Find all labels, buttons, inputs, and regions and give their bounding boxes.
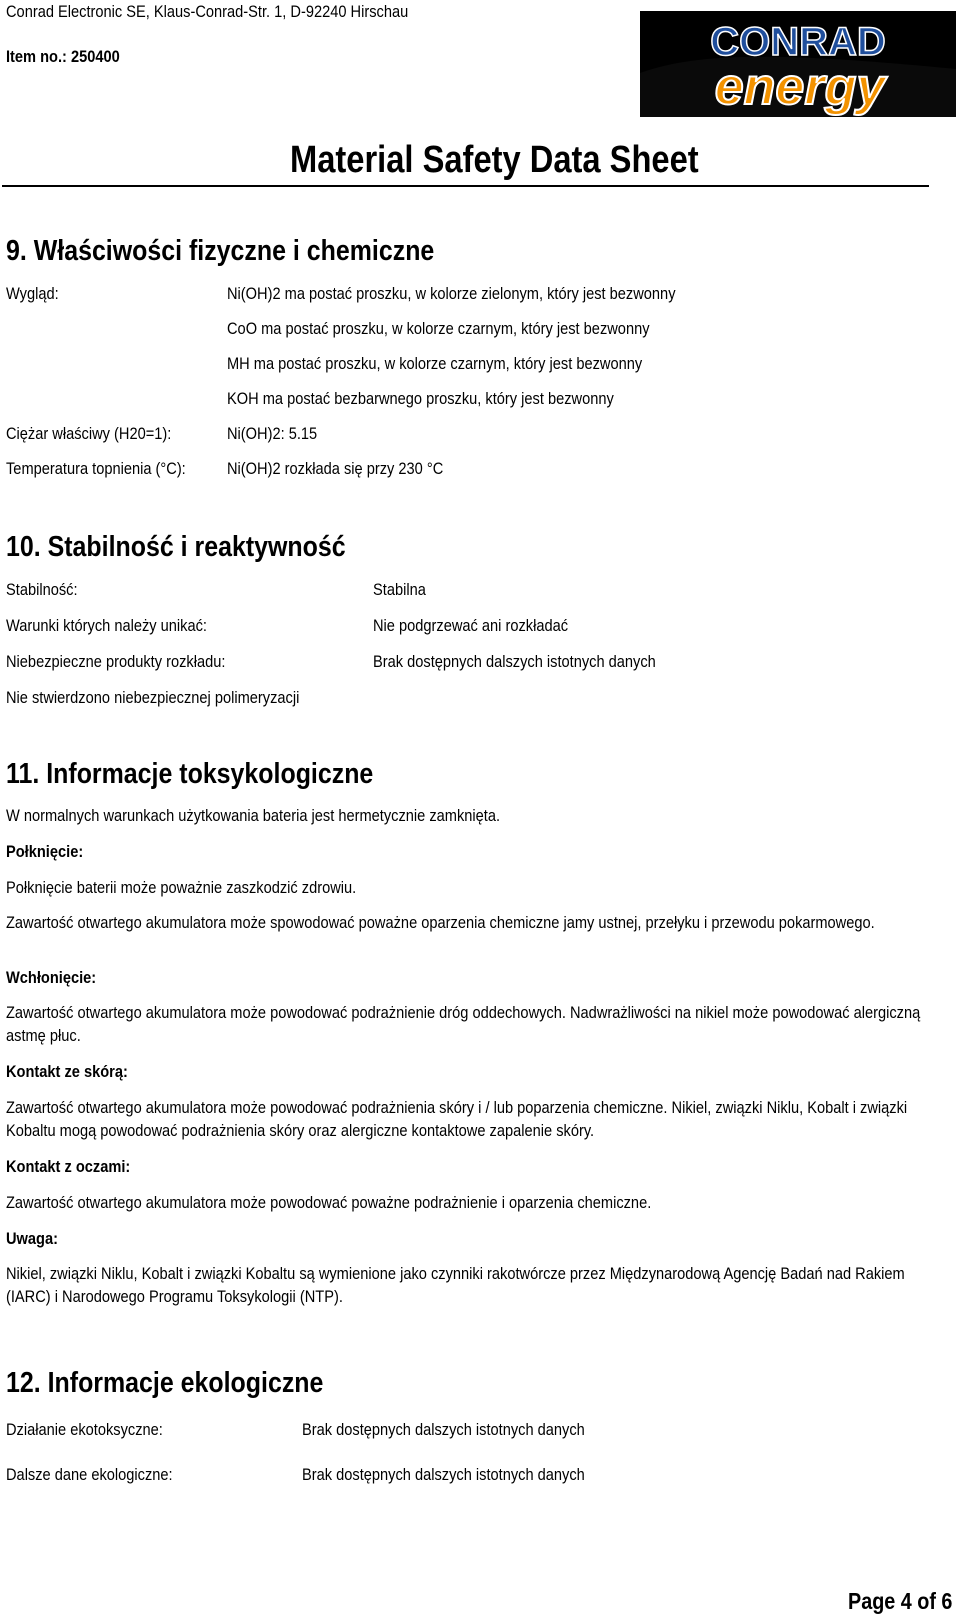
appearance-value: MH ma postać proszku, w kolorze czarnym, który jest bezwonny <box>227 354 643 373</box>
appearance-value: KOH ma postać bezbarwnego proszku, który jest bezwonny <box>227 389 614 408</box>
page-number: Page 4 of 6 <box>848 1588 953 1614</box>
skin-contact-label: Kontakt ze skórą: <box>6 1062 128 1081</box>
eye-contact-text: Zawartość otwartego akumulatora może powodować poważne podrażnienie i oparzenia chemiczne. <box>6 1193 652 1212</box>
ingestion-text: Połknięcie baterii może poważnie zaszkodzić zdrowiu. <box>6 878 357 897</box>
conditions-to-avoid-label: Warunki których należy unikać: <box>6 616 207 635</box>
ingestion-label: Połknięcie: <box>6 842 84 861</box>
eye-contact-label: Kontakt z oczami: <box>6 1157 131 1176</box>
hazardous-products-value: Brak dostępnych dalszych istotnych danych <box>373 652 656 671</box>
stability-value: Stabilna <box>373 580 426 599</box>
section-10-heading: 10. Stabilność i reaktywność <box>6 531 346 563</box>
document-title: Material Safety Data Sheet <box>290 139 699 181</box>
company-address: Conrad Electronic SE, Klaus-Conrad-Str. 1, D-92240 Hirschau <box>6 2 409 21</box>
ingestion-detail: Zawartość otwartego akumulatora może spowodować poważne oparzenia chemiczne jamy ustnej, przełyku i przewodu pokarmowego. <box>6 913 875 932</box>
ecotoxicity-label: Działanie ekotoksyczne: <box>6 1420 163 1439</box>
section-11-heading: 11. Informacje toksykologiczne <box>6 758 374 790</box>
logo-text-energy: energy <box>714 58 886 116</box>
logo-text-conrad: CONRAD <box>710 20 886 64</box>
melting-point-value: Ni(OH)2 rozkłada się przy 230 °C <box>227 459 444 478</box>
further-ecological-label: Dalsze dane ekologiczne: <box>6 1465 173 1484</box>
inhalation-text: Zawartość otwartego akumulatora może powodować podrażnienie dróg oddechowych. Nadwrażliwości na nikiel może powodować alergiczną astmę płuc. <box>6 1003 921 1045</box>
further-ecological-value: Brak dostępnych dalszych istotnych danych <box>302 1465 585 1484</box>
header-divider <box>2 185 929 187</box>
appearance-value: Ni(OH)2 ma postać proszku, w kolorze zielonym, który jest bezwonny <box>227 284 676 303</box>
appearance-value: CoO ma postać proszku, w kolorze czarnym, który jest bezwonny <box>227 319 650 338</box>
tox-intro: W normalnych warunkach użytkowania bateria jest hermetycznie zamknięta. <box>6 806 501 825</box>
specific-gravity-label: Ciężar właściwy (H20=1): <box>6 424 172 443</box>
appearance-label: Wygląd: <box>6 284 59 303</box>
section-9-heading: 9. Właściwości fizyczne i chemiczne <box>6 235 435 267</box>
skin-contact-text: Zawartość otwartego akumulatora może powodować podrażnienia skóry i / lub poparzenia chemiczne. Nikiel, związki Niklu, Kobalt i związki Kobaltu mogą powodować podrażnienia skóry oraz alergiczne kontaktowe zapalenie skóry. <box>6 1098 908 1140</box>
hazardous-products-label: Niebezpieczne produkty rozkładu: <box>6 652 226 671</box>
inhalation-label: Wchłonięcie: <box>6 968 97 987</box>
conditions-to-avoid-value: Nie podgrzewać ani rozkładać <box>373 616 569 635</box>
conrad-energy-logo <box>640 11 956 117</box>
specific-gravity-value: Ni(OH)2: 5.15 <box>227 424 318 443</box>
ecotoxicity-value: Brak dostępnych dalszych istotnych danych <box>302 1420 585 1439</box>
item-number: Item no.: 250400 <box>6 47 120 66</box>
melting-point-label: Temperatura topnienia (°C): <box>6 459 186 478</box>
note-label: Uwaga: <box>6 1229 59 1248</box>
stability-label: Stabilność: <box>6 580 78 599</box>
polymerization-note: Nie stwierdzono niebezpiecznej polimeryzacji <box>6 688 300 707</box>
note-text: Nikiel, związki Niklu, Kobalt i związki Kobaltu są wymienione jako czynniki rakotwórcze przez Międzynarodową Agencję Badań nad Rakiem (IARC) i Narodowego Programu Toksykologii (NTP). <box>6 1264 905 1306</box>
section-12-heading: 12. Informacje ekologiczne <box>6 1367 324 1399</box>
